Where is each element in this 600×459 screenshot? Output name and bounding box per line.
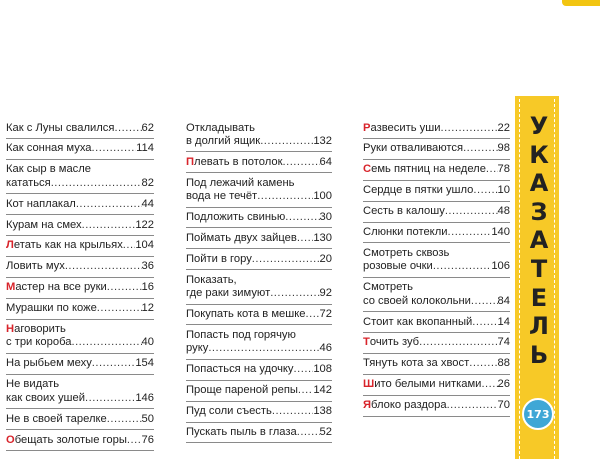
index-column-1 [6,118,154,451]
entry-text-line [186,177,332,190]
entry-row [363,336,510,349]
entry-title [363,260,433,273]
entry-text-line [186,122,332,135]
entry-title [6,434,127,447]
entry-row [6,392,154,405]
entry-text: Проще пареной репы [186,384,298,397]
entry-page-number: 108 [313,363,332,376]
entry-row [363,122,510,135]
entry-page-number: 78 [497,163,510,176]
entry-text: емь пятниц на неделе [371,163,486,176]
entry-row [6,357,154,370]
entry-page-number: 138 [313,405,332,418]
entry-title [186,135,260,148]
entry-row [6,142,154,155]
index-entry [363,278,510,312]
index-entry [186,173,332,207]
entry-row [186,342,332,355]
index-entry [363,118,510,139]
entry-text: розовые очки [363,260,433,273]
entry-initial-letter: П [186,155,195,168]
index-entry [186,360,332,381]
entry-initial-letter: Н [6,323,15,336]
entry-title [186,287,270,300]
leader-dots [419,336,497,349]
entry-page-number: 30 [319,211,332,224]
entry-text-line [6,163,154,176]
leader-dots [294,363,314,376]
entry-text: Пойти в гору [186,252,252,265]
index-entry [6,430,154,451]
index-entry [186,152,332,173]
entry-text: с три короба [6,336,72,349]
entry-initial-letter: Т [363,336,370,349]
entry-row [186,384,332,397]
entry-row [6,281,154,294]
entry-title [6,219,82,232]
leader-dots [486,163,498,176]
entry-text: Тянуть кота за хвост [363,357,470,370]
leader-dots [71,336,141,349]
index-entry [6,409,154,430]
page-number: 173 [526,407,550,421]
index-entry [6,194,154,215]
entry-page-number: 130 [313,231,332,244]
leader-dots [305,308,319,321]
leader-dots [469,357,497,370]
entry-text: вода не течёт [186,190,258,203]
entry-title [363,316,472,329]
entry-page-number: 20 [319,252,332,265]
leader-dots [285,211,319,224]
entry-text-line [363,247,510,260]
entry-row [6,413,154,426]
entry-row [6,302,154,315]
entry-text-line [186,329,332,342]
entry-text: Показать, [186,273,237,286]
entry-text: Покупать кота в мешке [186,308,306,321]
entry-text: Стоит как вкопанный [363,315,473,328]
entry-text: етать как на крыльях [13,239,123,252]
entry-row [186,405,332,418]
entry-initial-letter: Ш [363,378,375,391]
index-entry [363,181,510,202]
entry-page-number: 52 [319,426,332,438]
index-entry [363,223,510,244]
leader-dots [92,142,137,155]
entry-row [186,211,332,224]
heading-letter: А [529,169,549,198]
entry-title [6,392,85,405]
entry-text: Мурашки по коже [6,302,97,315]
entry-row [363,184,510,197]
index-entry [363,333,510,354]
entry-row [186,232,332,245]
entry-title [363,226,447,239]
entry-row [186,426,332,439]
entry-row [6,198,154,211]
entry-page-number: 22 [497,121,510,134]
entry-title [6,413,107,426]
entry-row [6,177,154,190]
heading-letter: Т [530,254,548,283]
entry-page-number: 146 [135,391,154,404]
index-entry [6,375,154,409]
entry-page-number: 98 [497,142,510,155]
leader-dots [252,253,320,266]
entry-title [363,295,471,308]
entry-row [363,205,510,218]
entry-text: Под лежачий камень [186,176,295,189]
leader-dots [272,405,313,418]
entry-page-number: 140 [491,226,510,239]
entry-page-number: 14 [497,315,510,328]
entry-row [186,363,332,376]
entry-text-line [186,274,332,287]
entry-title [6,357,92,370]
entry-text: аговорить [14,323,66,336]
index-entry [363,396,510,417]
entry-text: Откладывать [186,121,255,134]
leader-dots [51,177,142,190]
entry-page-number: 16 [141,281,154,294]
entry-row [363,142,510,155]
entry-text: Сердце в пятки ушло [363,184,474,197]
index-entry [186,228,332,249]
index-column-2 [186,118,332,443]
entry-row [363,295,510,308]
leader-dots [282,156,319,169]
index-entry [6,160,154,194]
leader-dots [440,122,497,135]
entry-text: где раки зимуют [186,287,271,300]
heading-letter: К [529,140,549,169]
entry-text: ито белыми нитками [374,378,482,391]
leader-dots [297,426,320,439]
entry-initial-letter: М [6,281,16,294]
entry-title [186,156,282,169]
leader-dots [445,205,498,218]
entry-page-number: 46 [319,342,332,355]
entry-page-number: 64 [319,155,332,168]
entry-row [186,190,332,203]
leader-dots [447,226,491,239]
index-entry [363,354,510,375]
entry-text: со своей колокольни [363,294,471,307]
entry-page-number: 100 [313,190,332,203]
entry-text: Сесть в калошу [363,205,445,218]
entry-row [363,399,510,412]
entry-text: Ловить мух [6,260,65,273]
entry-text: На рыбьем меху [6,357,92,370]
entry-page-number: 10 [497,184,510,197]
entry-row [363,163,510,176]
entry-row [363,357,510,370]
entry-page-number: 62 [141,121,154,134]
entry-row [6,260,154,273]
entry-title [186,426,297,439]
entry-title [186,308,305,321]
heading-letter: Л [529,312,549,341]
entry-title [6,302,97,315]
entry-title [186,211,285,224]
entry-text: Пускать пыль в глаза [186,426,297,438]
entry-title [363,378,481,391]
leader-dots [298,384,313,397]
entry-row [6,239,154,252]
entry-initial-letter: С [363,163,372,176]
entry-row [363,378,510,391]
index-entry [186,249,332,270]
leader-dots [76,198,142,211]
leader-dots [481,378,497,391]
entry-title [186,363,294,376]
index-column-3 [363,118,510,417]
entry-title [6,336,71,349]
index-entry [6,278,154,299]
entry-text: Не видать [6,378,60,391]
leader-dots [107,281,142,294]
entry-title [6,177,51,190]
entry-text: бещать золотые горы [14,433,127,446]
entry-page-number: 106 [491,260,510,273]
index-entry [363,312,510,333]
leader-dots [270,287,319,300]
entry-text: кататься [6,176,51,189]
index-entry [363,139,510,160]
entry-text: Курам на смех [6,218,82,231]
entry-initial-letter: Р [363,121,371,134]
entry-row [363,260,510,273]
leader-dots [447,399,498,412]
leader-dots [92,357,136,370]
entry-page-number: 84 [497,294,510,307]
entry-text: Поймать двух зайцев [186,231,297,244]
entry-title [6,198,76,211]
entry-title [6,281,107,294]
index-entry [186,402,332,423]
entry-text: Как сонная муха [6,142,92,155]
entry-title [6,239,123,252]
entry-text: руку [186,342,209,355]
top-tab-decoration [562,0,600,6]
entry-text: азвесить уши [370,121,441,134]
entry-row [363,226,510,239]
heading-letter: У [529,112,549,140]
entry-row [186,253,332,266]
heading-letter: А [529,226,549,255]
leader-dots [82,219,136,232]
leader-dots [123,239,136,252]
entry-page-number: 48 [497,205,510,218]
entry-title [363,122,440,135]
entry-page-number: 26 [497,378,510,391]
leader-dots [463,142,497,155]
entry-text: Как с Луны свалился [6,121,115,134]
entry-text: Руки отваливаются [363,142,464,155]
entry-title [186,342,208,355]
entry-page-number: 76 [141,433,154,446]
index-entry [186,270,332,304]
entry-text: Смотреть сквозь [363,246,450,259]
entry-row [186,308,332,321]
index-entry [363,202,510,223]
entry-text: блоко раздора [371,399,447,412]
index-entry [363,243,510,277]
leader-dots [107,413,142,426]
entry-row [363,316,510,329]
entry-initial-letter: О [6,433,15,446]
entry-title [6,260,65,273]
entry-text: Как сыр в масле [6,163,92,176]
entry-text: Попасться на удочку [186,363,294,376]
entry-title [363,163,486,176]
entry-page-number: 132 [313,134,332,147]
entry-text: левать в потолок [194,155,283,168]
entry-row [186,156,332,169]
index-entry [186,118,332,152]
entry-page-number: 70 [497,399,510,412]
entry-title [186,190,257,203]
entry-text-line [6,323,154,336]
entry-page-number: 44 [141,197,154,210]
entry-text-line [6,378,154,391]
entry-text: Пуд соли съесть [186,405,272,418]
leader-dots [473,184,497,197]
leader-dots [114,122,141,135]
entry-title [186,384,298,397]
entry-text: Слюнки потекли [363,226,448,239]
entry-text: Кот наплакал [6,197,76,210]
entry-text: как своих ушей [6,391,85,404]
heading-letter: Е [530,283,548,312]
leader-dots [97,302,142,315]
entry-text: очить зуб [369,336,420,349]
entry-title [363,184,473,197]
index-entry [6,354,154,375]
page-number-badge [522,398,554,430]
entry-page-number: 50 [141,412,154,425]
index-entry [186,208,332,229]
index-entry [186,423,332,444]
entry-page-number: 12 [141,302,154,315]
entry-text: в долгий ящик [186,134,261,147]
index-entry [6,320,154,354]
entry-title [186,232,297,245]
heading-letter: З [530,197,548,226]
entry-page-number: 122 [135,218,154,231]
entry-title [363,205,445,218]
leader-dots [208,342,319,355]
section-heading [528,112,550,369]
index-entry [186,305,332,326]
index-entry [6,118,154,139]
entry-initial-letter: Я [363,399,372,412]
index-entry [6,215,154,236]
entry-row [6,434,154,447]
entry-page-number: 104 [135,239,154,252]
entry-row [6,122,154,135]
entry-row [186,287,332,300]
entry-text: астер на все руки [15,281,107,294]
entry-title [6,142,92,155]
entry-text: Не в своей тарелке [6,412,107,425]
entry-page-number: 82 [141,176,154,189]
leader-dots [433,260,492,273]
entry-page-number: 36 [141,260,154,273]
entry-page-number: 74 [497,336,510,349]
entry-page-number: 72 [319,308,332,321]
leader-dots [472,316,497,329]
entry-page-number: 114 [136,142,154,155]
index-entry [363,375,510,396]
entry-initial-letter: Л [6,239,14,252]
leader-dots [85,392,135,405]
entry-text: Попасть под горячую [186,328,296,341]
leader-dots [65,260,142,273]
entry-row [6,219,154,232]
entry-page-number: 88 [497,357,510,370]
entry-title [363,357,469,370]
entry-text: Смотреть [363,281,413,294]
index-entry [6,299,154,320]
entry-title [363,336,419,349]
index-entry [6,236,154,257]
leader-dots [297,232,314,245]
entry-row [186,135,332,148]
leader-dots [127,434,142,447]
entry-row [6,336,154,349]
leader-dots [260,135,313,148]
entry-text: Подложить свинью [186,211,286,224]
entry-text-line [363,281,510,294]
index-entry [6,139,154,160]
entry-page-number: 92 [319,287,332,300]
index-entry [6,257,154,278]
entry-title [186,253,252,266]
index-entry [186,381,332,402]
entry-title [186,405,272,418]
entry-title [6,122,114,135]
leader-dots [471,295,498,308]
entry-page-number: 154 [135,357,154,370]
heading-letter: Ь [529,340,549,369]
entry-page-number: 40 [141,336,154,349]
entry-title [363,399,447,412]
leader-dots [257,190,313,203]
index-entry [186,325,332,359]
index-entry [363,160,510,181]
entry-title [363,142,463,155]
entry-page-number: 142 [313,384,332,397]
